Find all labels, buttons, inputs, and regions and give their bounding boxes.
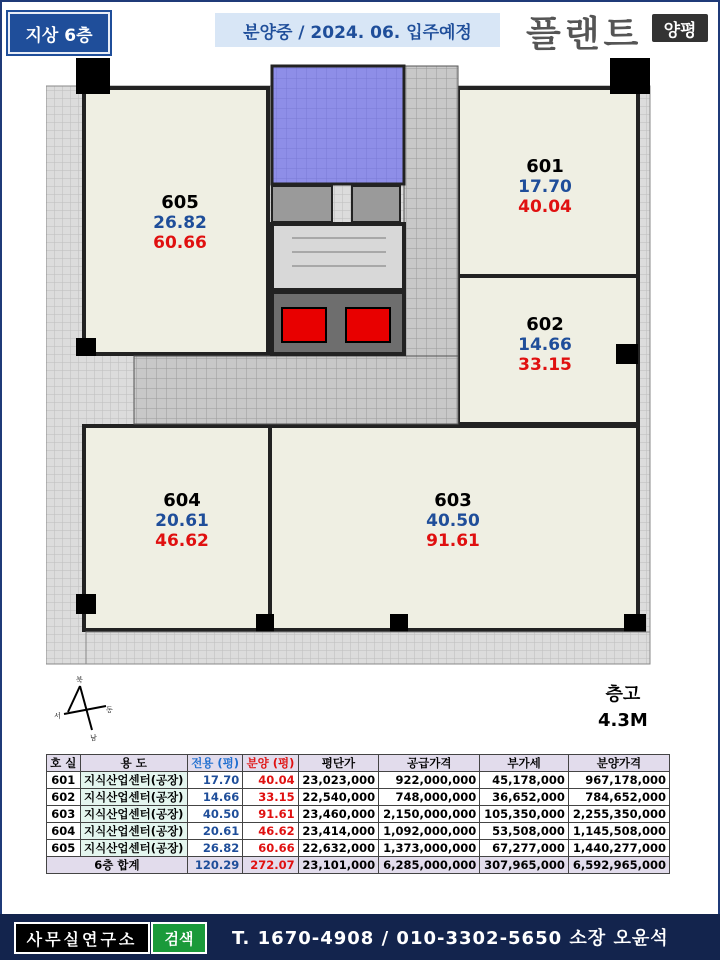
compass-east: 동 (106, 706, 113, 714)
office-search-term: 사무실연구소 (14, 922, 150, 954)
elevator-1 (282, 308, 326, 342)
compass-north: 북 (76, 676, 83, 684)
unit-label-602: 602 14.66 33.15 (518, 314, 572, 375)
table-cell: 601 (47, 772, 81, 789)
table-cell: 2,255,350,000 (568, 806, 669, 823)
column (616, 344, 638, 364)
table-cell: 1,145,508,000 (568, 823, 669, 840)
table-cell: 53,508,000 (480, 823, 569, 840)
table-cell: 922,000,000 (379, 772, 480, 789)
unit-label-604: 604 20.61 46.62 (155, 490, 209, 551)
table-cell: 14.66 (187, 789, 242, 806)
stairwell (272, 224, 404, 290)
brand-location-badge: 양평 (652, 14, 708, 42)
table-cell: 23,460,000 (298, 806, 379, 823)
search-button[interactable]: 검색 (151, 922, 207, 954)
table-cell: 1,092,000,000 (379, 823, 480, 840)
table-cell: 지식산업센터(공장) (80, 840, 187, 857)
col-header: 부가세 (480, 755, 569, 772)
table-cell: 67,277,000 (480, 840, 569, 857)
unit-label-603: 603 40.50 91.61 (426, 490, 480, 551)
elevator-2 (346, 308, 390, 342)
table-cell: 602 (47, 789, 81, 806)
table-cell: 603 (47, 806, 81, 823)
table-header-row (47, 755, 670, 772)
table-cell: 23,023,000 (298, 772, 379, 789)
table-cell: 지식산업센터(공장) (80, 823, 187, 840)
table-row (47, 823, 670, 840)
col-header: 분양 (평) (243, 755, 298, 772)
column (76, 594, 96, 614)
corridor-vertical (404, 66, 458, 356)
corridor (134, 356, 458, 424)
compass-south: 남 (90, 734, 97, 742)
table-cell: 1,440,277,000 (568, 840, 669, 857)
unit-price-table (46, 754, 670, 874)
table-cell: 967,178,000 (568, 772, 669, 789)
table-cell: 40.50 (187, 806, 242, 823)
table-cell: 91.61 (243, 806, 298, 823)
table-row (47, 789, 670, 806)
compass-west: 서 (54, 712, 61, 720)
table-cell: 605 (47, 840, 81, 857)
table-cell: 지식산업센터(공장) (80, 806, 187, 823)
column (610, 58, 650, 94)
compass-icon (50, 672, 120, 742)
unit-label-601: 601 17.70 40.04 (518, 156, 572, 217)
col-header: 전용 (평) (187, 755, 242, 772)
table-row (47, 772, 670, 789)
brand-name: 플랜트 (526, 14, 643, 55)
table-cell: 604 (47, 823, 81, 840)
table-cell: 36,652,000 (480, 789, 569, 806)
column (76, 338, 96, 356)
table-cell: 2,150,000,000 (379, 806, 480, 823)
col-header: 용 도 (80, 755, 187, 772)
table-cell: 지식산업센터(공장) (80, 772, 187, 789)
sales-status: 분양중 / 2024. 06. 입주예정 (215, 13, 500, 47)
contact-info: T. 1670-4908 / 010-3302-5650 소장 오윤석 (232, 928, 669, 949)
col-header: 평단가 (298, 755, 379, 772)
table-cell: 17.70 (187, 772, 242, 789)
table-cell: 22,632,000 (298, 840, 379, 857)
table-cell: 748,000,000 (379, 789, 480, 806)
table-cell: 60.66 (243, 840, 298, 857)
ceiling-height: 층고 4.3M (598, 684, 648, 731)
restroom (272, 66, 404, 184)
col-header: 호 실 (47, 755, 81, 772)
floor-badge: 지상 6층 (8, 12, 110, 54)
balcony-bottom (86, 632, 650, 664)
col-header: 공급가격 (379, 755, 480, 772)
shaft-left (272, 186, 332, 222)
table-cell: 22,540,000 (298, 789, 379, 806)
shaft-right (352, 186, 400, 222)
table-cell: 1,373,000,000 (379, 840, 480, 857)
col-header: 분양가격 (568, 755, 669, 772)
table-cell: 40.04 (243, 772, 298, 789)
table-cell: 784,652,000 (568, 789, 669, 806)
table-total-row: 6층 합계 120.29 272.07 23,101,000 6,285,000,000 307,965,000 6,592,965,000 (47, 857, 670, 874)
table-cell: 20.61 (187, 823, 242, 840)
table-row (47, 840, 670, 857)
table-cell: 45,178,000 (480, 772, 569, 789)
table-cell: 지식산업센터(공장) (80, 789, 187, 806)
table-cell: 26.82 (187, 840, 242, 857)
table-cell: 46.62 (243, 823, 298, 840)
table-cell: 33.15 (243, 789, 298, 806)
unit-label-605: 605 26.82 60.66 (153, 192, 207, 253)
column (76, 58, 110, 94)
table-cell: 105,350,000 (480, 806, 569, 823)
table-cell: 23,414,000 (298, 823, 379, 840)
table-row (47, 806, 670, 823)
